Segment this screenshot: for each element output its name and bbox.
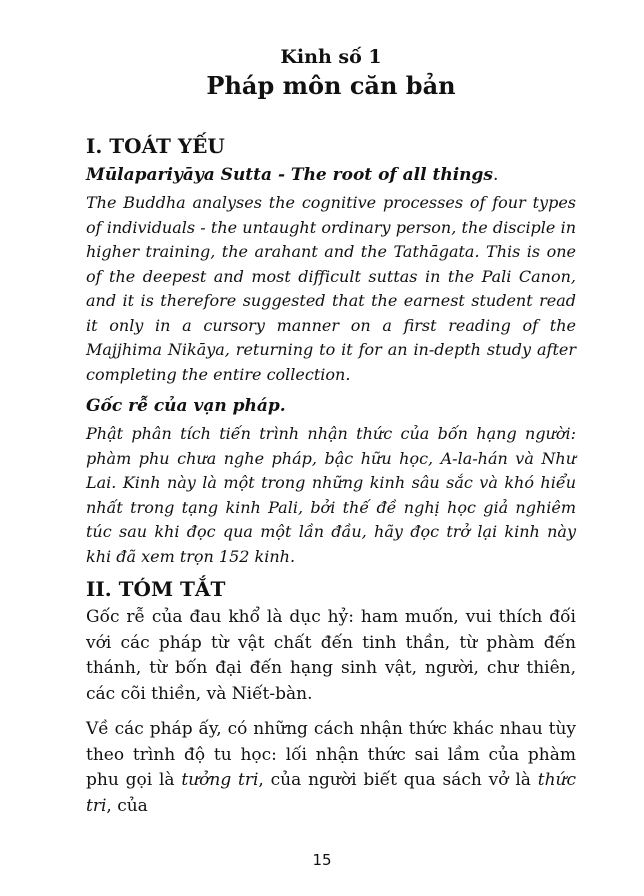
english-title-pali: Mūlapariyāya Sutta (86, 165, 273, 185)
english-summary: The Buddha analyses the cognitive processes of four types of individuals - the untaught ordinary person, the disciple in higher training, the arahant and the Tathāgata. This is one of the deepest and most difficult suttas in the Pali Canon, and it is therefore suggested that the earnest student read it only in a cursory manner on a first reading of the Majjhima Nikāya, returning to it for an in-depth study after completing the entire collection. (86, 193, 576, 384)
english-title (86, 162, 576, 189)
vietnamese-summary: Phật phân tích tiến trình nhận thức của bốn hạng người: phàm phu chưa nghe pháp, bậc hữu học, A-la-hán và Như Lai. Kinh này là một trong những kinh sâu sắc và khó hiểu nhất trong tạng kinh Pali, bởi thế đề nghị học giả nghiêm túc sau khi đọc qua một lần đầu, hãy đọc trở lại kinh này khi đã xem trọn 152 kinh. (86, 424, 576, 566)
page-content (86, 44, 576, 829)
outline-paragraph-1: Gốc rễ của đau khổ là dục hỷ: ham muốn, vui thích đối với các pháp từ vật chất đến tinh thần, từ phàm đến thánh, từ bốn đại đến hạng sinh vật, người, chư thiên, các cõi thiền, và Niết-bàn. (86, 607, 576, 704)
english-title-rest: - The root of all things (272, 165, 493, 185)
section-outline (86, 575, 576, 819)
english-title-end: . (492, 165, 499, 185)
term-thuc-tri: thức tri (86, 770, 576, 816)
vietnamese-title: Gốc rễ của vạn pháp. (86, 396, 286, 416)
outline-paragraph-2-part-3: , của (106, 795, 148, 816)
outline-paragraph-2-part-1: Về các pháp ấy, có những cách nhận thức khác nhau tùy theo trình độ tu học: lối nhận thức sai lầm của phàm phu gọi là (86, 719, 576, 790)
outline-paragraph-2 (86, 717, 576, 819)
sutta-number: Kinh số 1 (280, 46, 382, 68)
term-tuong-tri: tưởng tri (181, 770, 259, 790)
sutta-title: Pháp môn căn bản (206, 71, 456, 100)
page-number: 15 (312, 851, 332, 869)
section-1-heading: I. TOÁT YẾU (86, 134, 225, 158)
section-2-heading: II. TÓM TẮT (86, 577, 226, 601)
outline-paragraph-2-part-2: , của người biết qua sách vở là (258, 770, 538, 790)
section-summary (86, 132, 576, 569)
